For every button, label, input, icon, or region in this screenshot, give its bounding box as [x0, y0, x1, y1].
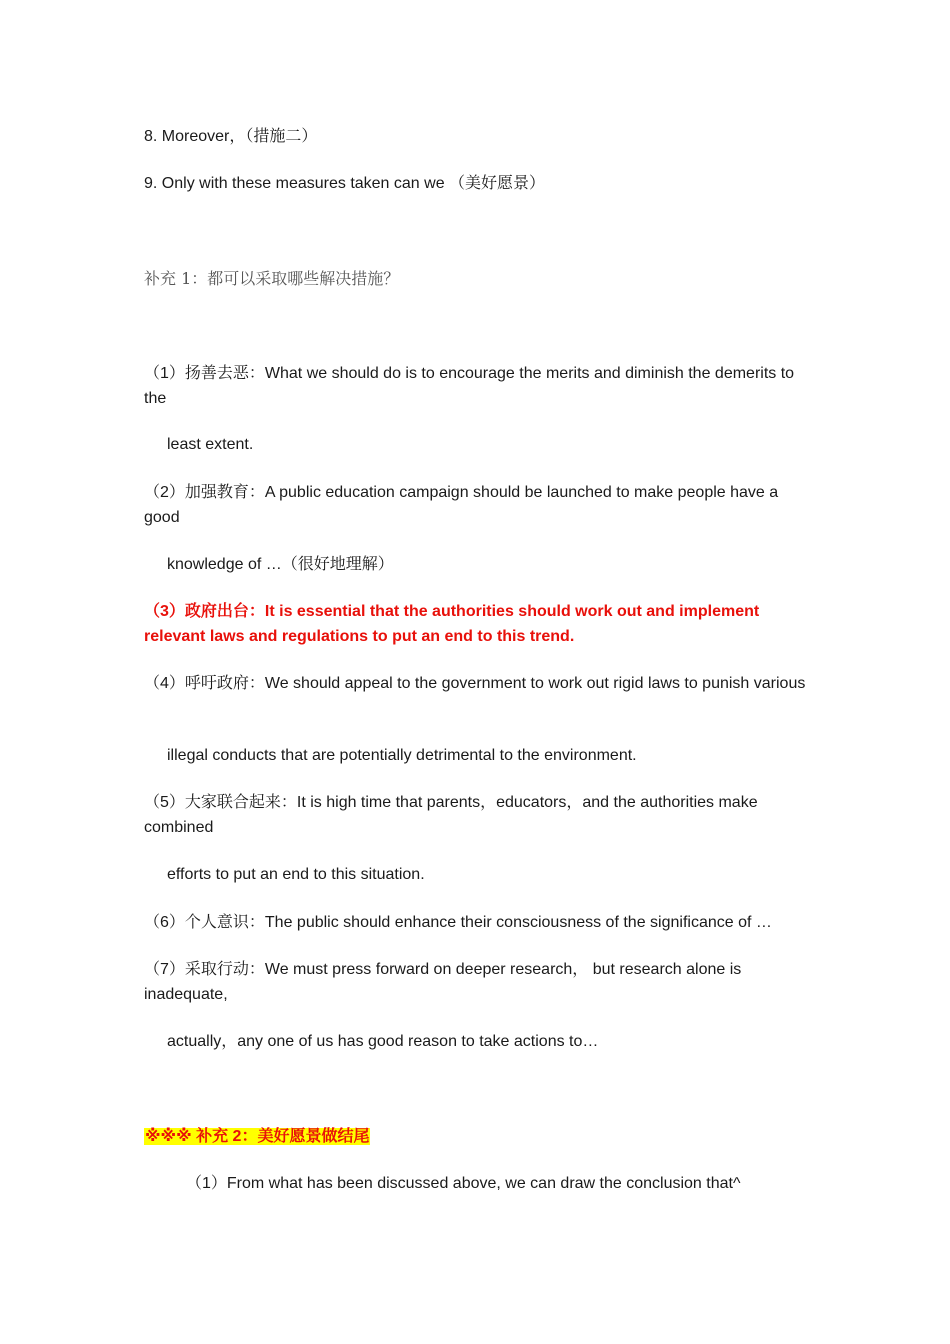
measure-2-continued: knowledge of …（很好地理解） [167, 556, 394, 573]
supplement-2-heading [144, 1124, 370, 1149]
measure-4-continued: illegal conducts that are potentially detrimental to the environment. [167, 747, 637, 764]
highlighted-heading-text: ※※※ 补充 2：美好愿景做结尾 [145, 1128, 370, 1145]
measure-3: （3）政府出台：It is essential that the authorities should work out and implement relevant laws and regulations to put an end to this trend. [144, 603, 760, 645]
conclusion-1: （1）From what has been discussed above, we can draw the conclusion that^ [186, 1175, 741, 1192]
measure-1: （1）扬善去恶：What we should do is to encourage the merits and diminish the demerits to the [144, 365, 795, 407]
measure-1-continued: least extent. [167, 436, 254, 453]
measure-5-continued: efforts to put an end to this situation. [167, 866, 425, 883]
measure-2: （2）加强教育：A public education campaign should be launched to make people have a good [144, 484, 779, 526]
item-8: 8. Moreover，（措施二） [144, 128, 318, 145]
measure-6: （6）个人意识：The public should enhance their consciousness of the significance of … [144, 914, 772, 931]
measure-7: （7）采取行动：We must press forward on deeper research， but research alone is inadequate, [144, 961, 742, 1003]
measure-7-continued: actually，any one of us has good reason to take actions to… [167, 1033, 599, 1050]
measure-5: （5）大家联合起来：It is high time that parents，educators，and the authorities make combined [144, 794, 758, 836]
item-9: 9. Only with these measures taken can we （美好愿景） [144, 175, 546, 192]
supplement-1-heading: 补充 1：都可以采取哪些解决措施？ [144, 269, 400, 288]
measure-4: （4）呼吁政府：We should appeal to the government to work out rigid laws to punish various [144, 675, 806, 692]
